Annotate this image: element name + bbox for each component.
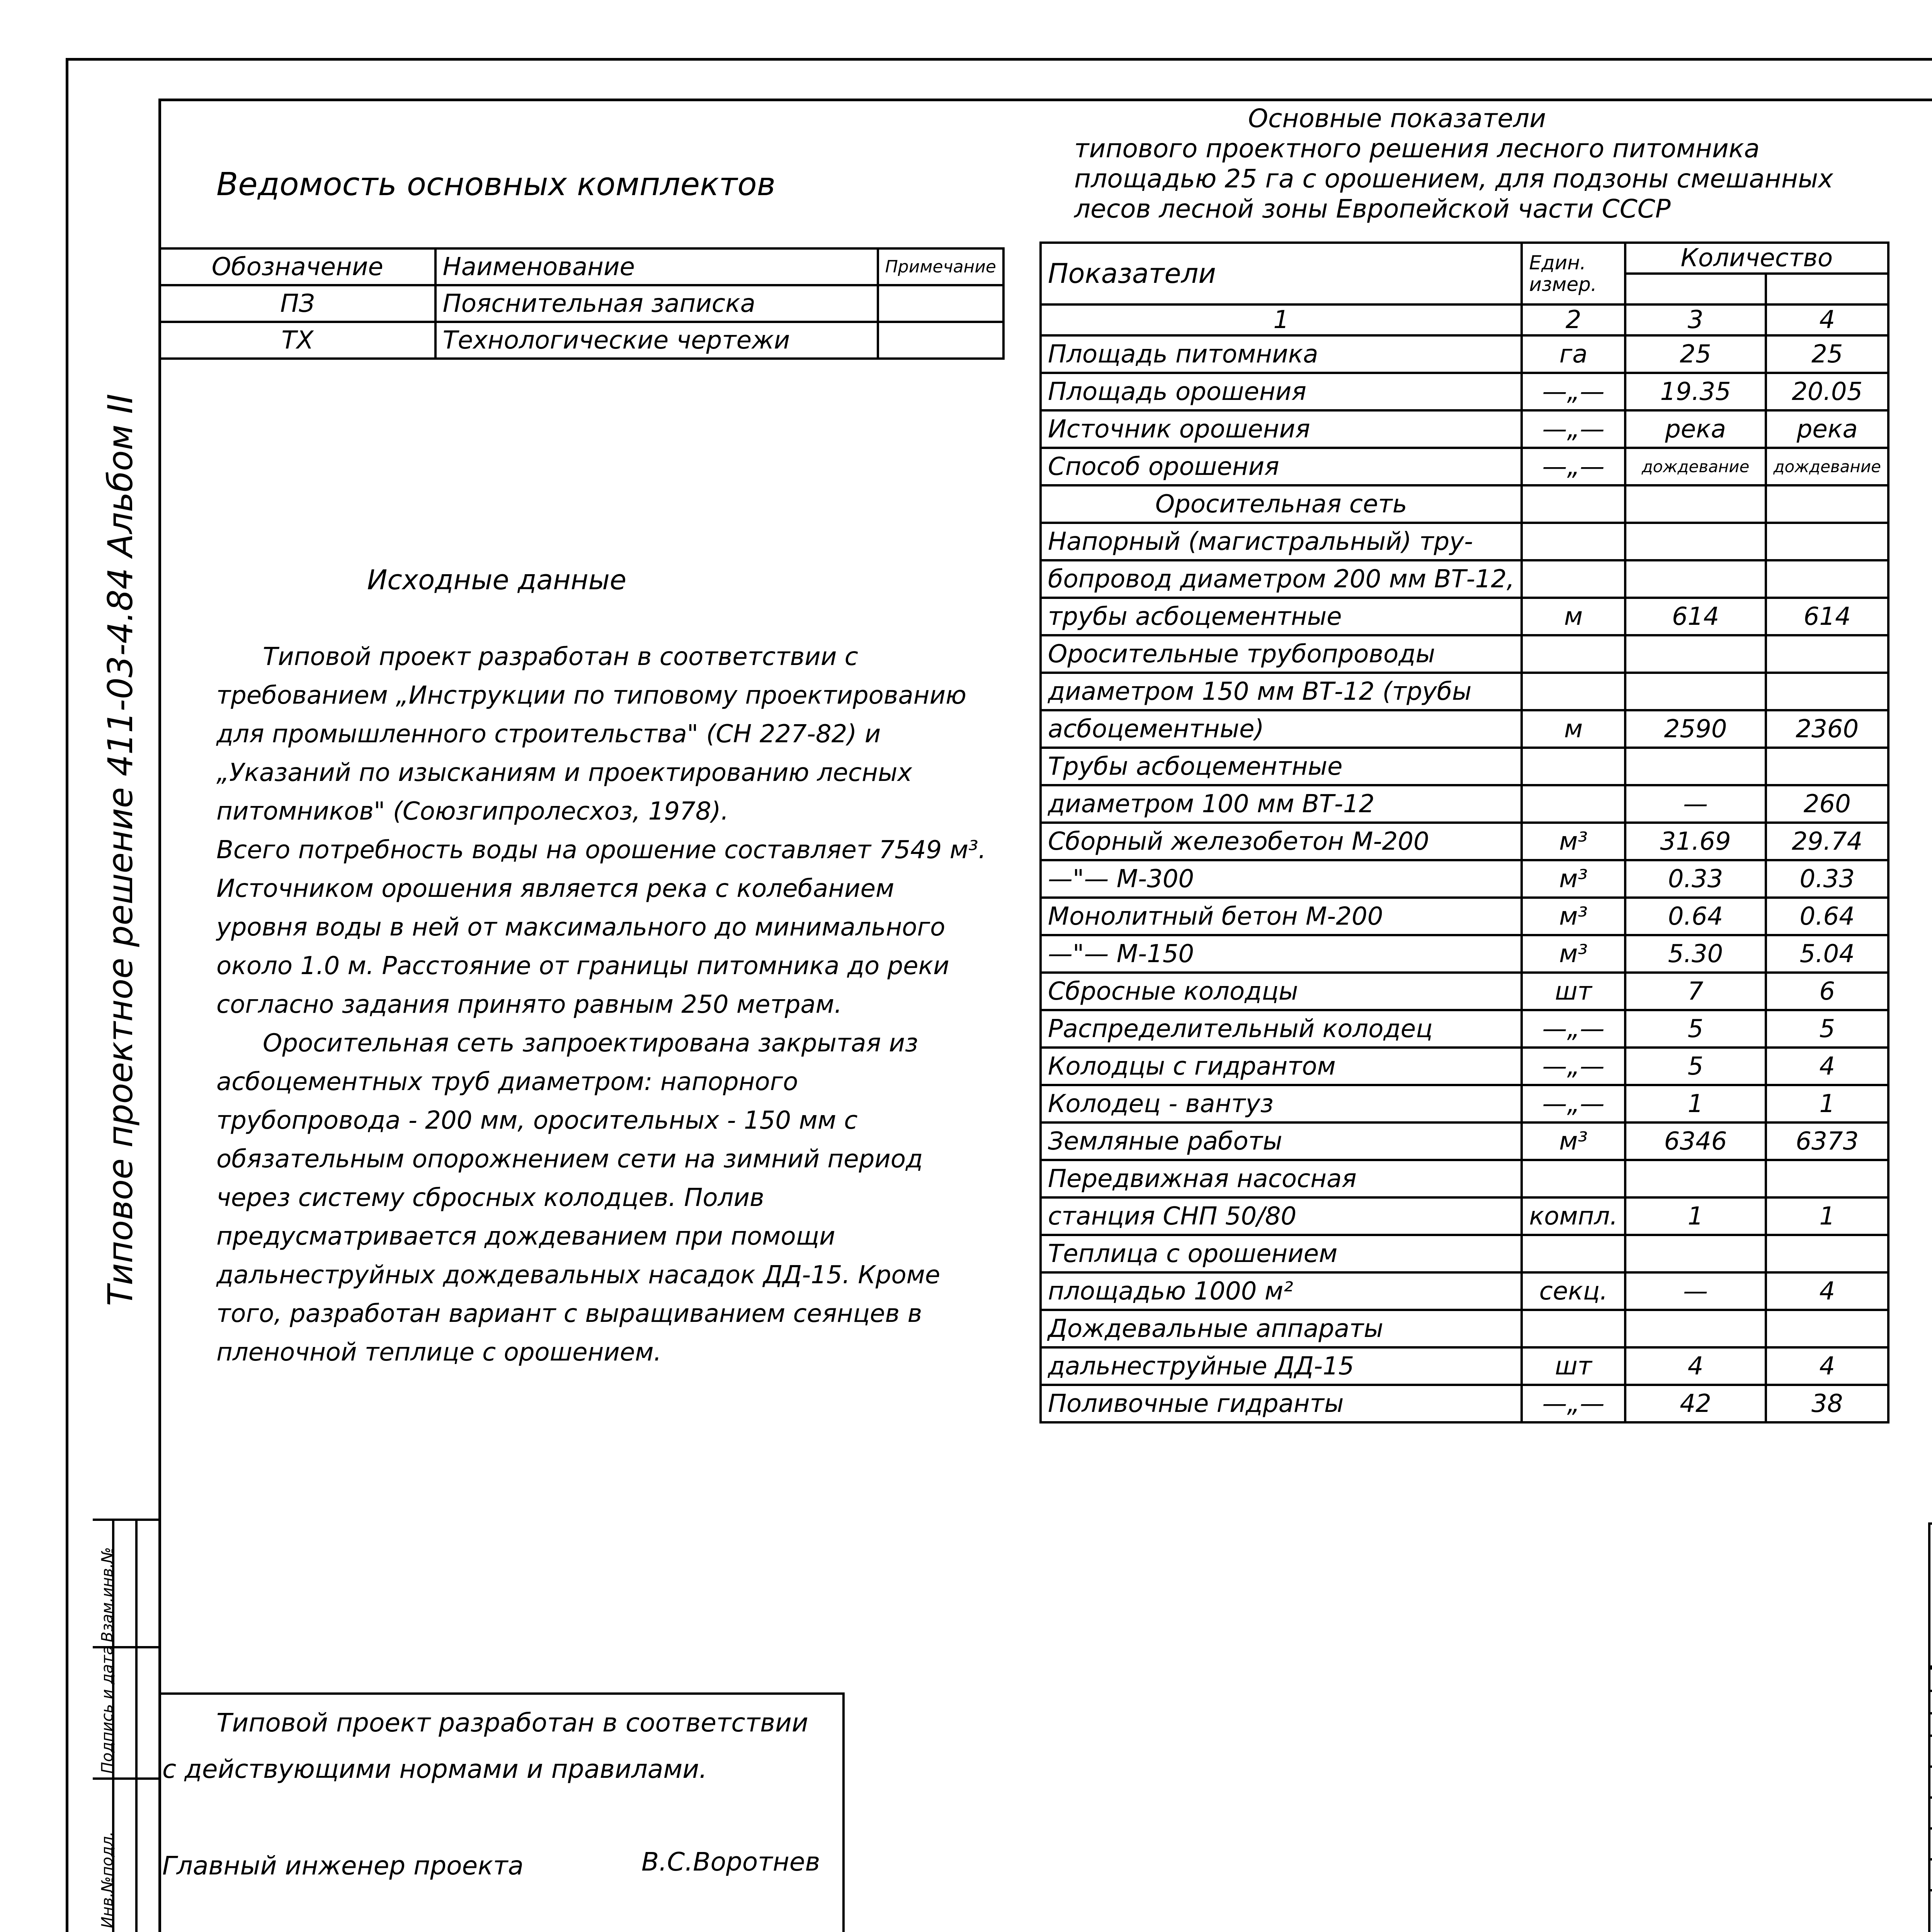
signature-role: [1929, 1767, 1932, 1798]
indicator-value-4: 29.74: [1766, 823, 1888, 860]
indicator-value-4: 2360: [1766, 710, 1888, 748]
table-row: [1041, 710, 1888, 748]
indicator-unit: —„—: [1522, 1085, 1625, 1122]
indicator-unit: —„—: [1522, 1385, 1625, 1422]
indicator-unit: м: [1522, 710, 1625, 748]
initial-paragraph-1: Типовой проект разработан в соответствии с требованием „Инструкции по типовому проектированию для промышленного строительства" (СН 227-82) и „Указаний по изысканиям и проектированию лесных питомников" (Союзгипролесхоз, 1978).: [216, 643, 967, 826]
indicator-value-3: 7: [1625, 973, 1766, 1010]
table-row: [1041, 748, 1888, 785]
table-row: [1041, 1085, 1888, 1122]
indicator-name: Источник орошения: [1041, 410, 1522, 448]
indicator-value-3: [1625, 523, 1766, 560]
indicator-name: Оросительные трубопроводы: [1041, 635, 1522, 673]
indicator-unit: [1522, 748, 1625, 785]
table-row: [1041, 1010, 1888, 1048]
indicator-unit: м³: [1522, 823, 1625, 860]
complects-title: Ведомость основных комплектов: [216, 166, 776, 203]
signature-name: В.С.Воротнев: [641, 1847, 820, 1877]
indicator-name: Колодцы с гидрантом: [1041, 1048, 1522, 1085]
table-row: [1041, 448, 1888, 485]
indicator-name: —"— М-150: [1041, 935, 1522, 973]
indicator-unit: [1522, 523, 1625, 560]
side-label: Типовое проектное решение 411-03-4.84 Альбом II: [100, 394, 140, 1306]
indicator-unit: шт: [1522, 1347, 1625, 1385]
table-row: [1041, 635, 1888, 673]
table-row: [1041, 860, 1888, 898]
side-stamp-label-1: Инв.№подл.: [99, 1831, 116, 1928]
indicator-value-3: 6346: [1625, 1122, 1766, 1160]
table-row: [1041, 523, 1888, 560]
indicator-value-3: 5: [1625, 1010, 1766, 1048]
table-row: [1041, 1048, 1888, 1085]
indicator-unit: —„—: [1522, 1010, 1625, 1048]
indicator-value-4: 4: [1766, 1272, 1888, 1310]
indicator-value-4: 1: [1766, 1197, 1888, 1235]
indicator-value-3: 2590: [1625, 710, 1766, 748]
indicator-unit: м³: [1522, 860, 1625, 898]
indicator-unit: шт: [1522, 973, 1625, 1010]
table-row: [1041, 673, 1888, 710]
indicator-unit: [1522, 1235, 1625, 1272]
indicator-name: Площадь орошения: [1041, 373, 1522, 410]
indicator-value-4: 1: [1766, 1085, 1888, 1122]
indicator-value-3: река: [1625, 410, 1766, 448]
indicator-name: Напорный (магистральный) тру-: [1041, 523, 1522, 560]
indicator-value-4: река: [1766, 410, 1888, 448]
indicator-value-4: 6373: [1766, 1122, 1888, 1160]
signature-role: [1929, 1736, 1932, 1767]
indicator-name: Сбросные колодцы: [1041, 973, 1522, 1010]
indicator-unit: секц.: [1522, 1272, 1625, 1310]
indicator-name: бопровод диаметром 200 мм ВТ-12,: [1041, 560, 1522, 598]
indicator-name: Монолитный бетон М-200: [1041, 898, 1522, 935]
table-row: [160, 285, 1003, 322]
indicator-value-4: [1766, 748, 1888, 785]
side-stamp-mid2: [93, 1777, 158, 1780]
indicator-value-4: [1766, 485, 1888, 523]
indicator-value-4: 0.64: [1766, 898, 1888, 935]
initial-paragraph-2: Всего потребность воды на орошение составляет 7549 м³. Источником орошения является река с колебанием уровня воды в ней от максимального до минимального около 1.0 м. Расстояние от границы питомника до реки согласно задания принято равным 250 метрам.: [216, 836, 986, 1019]
table-row: [1041, 823, 1888, 860]
indicator-unit: га: [1522, 335, 1625, 373]
indicator-name: —"— М-300: [1041, 860, 1522, 898]
table-row: [1041, 1197, 1888, 1235]
indicator-name: Распределительный колодец: [1041, 1010, 1522, 1048]
signature-row: [1929, 1767, 1932, 1798]
complects-note: [878, 285, 1003, 322]
table-row: [1041, 1347, 1888, 1385]
indicator-value-4: [1766, 1235, 1888, 1272]
indicator-value-3: [1625, 485, 1766, 523]
indicator-unit: —„—: [1522, 373, 1625, 410]
indicator-unit: —„—: [1522, 1048, 1625, 1085]
indicator-value-3: [1625, 1310, 1766, 1347]
indicator-value-3: 19.35: [1625, 373, 1766, 410]
table-row: [1041, 935, 1888, 973]
indicator-value-3: 42: [1625, 1385, 1766, 1422]
indicator-name: Земляные работы: [1041, 1122, 1522, 1160]
indicator-name: Способ орошения: [1041, 448, 1522, 485]
indicator-unit: [1522, 635, 1625, 673]
indicator-value-3: 0.33: [1625, 860, 1766, 898]
indicator-value-4: [1766, 635, 1888, 673]
indicator-name: Передвижная насосная: [1041, 1160, 1522, 1197]
table-row: [1041, 1122, 1888, 1160]
indicators-header-name: Показатели: [1041, 243, 1522, 304]
indicator-unit: [1522, 560, 1625, 598]
complects-header-note: Примечание: [878, 248, 1003, 285]
indicator-value-3: —: [1625, 785, 1766, 823]
indicator-value-4: 6: [1766, 973, 1888, 1010]
indicator-value-3: —: [1625, 1272, 1766, 1310]
initial-data-title: Исходные данные: [367, 564, 627, 596]
indicator-unit: м: [1522, 598, 1625, 635]
indicator-name: Площадь питомника: [1041, 335, 1522, 373]
indicators-header-unit: Един. измер.: [1522, 243, 1625, 304]
note-box-top: [158, 1692, 845, 1695]
indicator-value-4: 0.33: [1766, 860, 1888, 898]
table-row: [1041, 410, 1888, 448]
indicators-title-line-2: типового проектного решения лесного питомника: [1074, 134, 1760, 163]
indicator-value-4: [1766, 1160, 1888, 1197]
side-stamp-label-2: Подпись и дата: [99, 1645, 116, 1774]
indicator-value-4: 5.04: [1766, 935, 1888, 973]
indicator-value-4: [1766, 523, 1888, 560]
indicator-value-3: 25: [1625, 335, 1766, 373]
indicators-title-line-4: лесов лесной зоны Европейской части СССР: [1074, 194, 1671, 224]
indicator-value-4: 5: [1766, 1010, 1888, 1048]
indicator-value-4: 25: [1766, 335, 1888, 373]
initial-paragraph-3: Оросительная сеть запроектирована закрытая из асбоцементных труб диаметром: напорного трубопровода - 200 мм, оросительных - 150 мм с обязательным опорожнением сети на зимний период через систему сбросных колодцев. Полив предусматривается дождеванием при помощи дальнеструйных дождевальных насадок ДД-15. Кроме того, разработан вариант с выращиванием сеянцев в пленочной теплице с орошением.: [216, 1029, 940, 1367]
signatures-table: [1928, 1667, 1932, 1891]
complects-table: [158, 247, 1005, 360]
side-stamp-label-3: Взам.инв.№: [99, 1547, 116, 1642]
indicators-header-qty: Количество: [1625, 243, 1888, 274]
indicator-value-4: 4: [1766, 1347, 1888, 1385]
indicator-name: Теплица с орошением: [1041, 1235, 1522, 1272]
indicators-title: [1074, 104, 1833, 224]
indicators-title-line-3: площадью 25 га с орошением, для подзоны смешанных: [1074, 164, 1833, 194]
indicator-value-3: [1625, 635, 1766, 673]
indicator-value-4: [1766, 673, 1888, 710]
table-row: [1041, 373, 1888, 410]
indicator-value-4: 4: [1766, 1048, 1888, 1085]
indicator-name: дальнеструйные ДД-15: [1041, 1347, 1522, 1385]
indicator-value-3: [1625, 1160, 1766, 1197]
indicator-value-3: 5: [1625, 1048, 1766, 1085]
table-row: [1041, 898, 1888, 935]
table-row: [160, 322, 1003, 359]
indicator-name: диаметром 100 мм ВТ-12: [1041, 785, 1522, 823]
indicator-name: площадью 1000 м²: [1041, 1272, 1522, 1310]
complects-code: ТХ: [160, 322, 435, 359]
complects-name: Пояснительная записка: [435, 285, 878, 322]
indicator-value-4: 20.05: [1766, 373, 1888, 410]
indicator-value-3: 1: [1625, 1197, 1766, 1235]
table-row: [1041, 335, 1888, 373]
indicator-value-4: 38: [1766, 1385, 1888, 1422]
signature-role: [1929, 1798, 1932, 1828]
indicator-name: Оросительная сеть: [1041, 485, 1522, 523]
indicator-unit: компл.: [1522, 1197, 1625, 1235]
indicator-name: Поливочные гидранты: [1041, 1385, 1522, 1422]
table-row: [1041, 1310, 1888, 1347]
indicator-name: Дождевальные аппараты: [1041, 1310, 1522, 1347]
side-stamp-divider-2: [135, 1519, 138, 1932]
complects-header-code: Обозначение: [160, 248, 435, 285]
indicator-value-3: 0.64: [1625, 898, 1766, 935]
table-row: [1041, 785, 1888, 823]
indicators-table: [1039, 242, 1889, 1423]
indicator-name: Сборный железобетон М-200: [1041, 823, 1522, 860]
indicator-name: трубы асбоцементные: [1041, 598, 1522, 635]
indicator-value-3: [1625, 673, 1766, 710]
indicator-value-3: [1625, 1235, 1766, 1272]
indicator-unit: [1522, 1310, 1625, 1347]
indicator-value-3: дождевание: [1625, 448, 1766, 485]
indicator-name: Трубы асбоцементные: [1041, 748, 1522, 785]
indicator-unit: [1522, 1160, 1625, 1197]
table-row: [1041, 1272, 1888, 1310]
indicator-value-3: 31.69: [1625, 823, 1766, 860]
signature-row: [1929, 1798, 1932, 1828]
indicator-unit: м³: [1522, 898, 1625, 935]
complects-name: Технологические чертежи: [435, 322, 878, 359]
indicator-unit: —„—: [1522, 410, 1625, 448]
indicator-name: станция СНП 50/80: [1041, 1197, 1522, 1235]
note-line-1: Типовой проект разработан в соответствии: [216, 1708, 808, 1738]
indicator-name: асбоцементные): [1041, 710, 1522, 748]
col-number: 1: [1041, 304, 1522, 335]
table-row: [1041, 485, 1888, 523]
table-row: [1041, 1160, 1888, 1197]
indicator-unit: [1522, 785, 1625, 823]
indicator-unit: —„—: [1522, 448, 1625, 485]
indicator-value-4: [1766, 1310, 1888, 1347]
indicator-value-4: 614: [1766, 598, 1888, 635]
indicator-value-3: [1625, 748, 1766, 785]
indicators-title-line-1: Основные показатели: [1248, 104, 1546, 133]
col-number: 4: [1766, 304, 1888, 335]
indicator-unit: [1522, 485, 1625, 523]
side-stamp-top: [93, 1519, 158, 1521]
indicator-value-3: 1: [1625, 1085, 1766, 1122]
indicator-value-4: 260: [1766, 785, 1888, 823]
indicator-value-3: [1625, 560, 1766, 598]
note-line-2: с действующими нормами и правилами.: [162, 1754, 707, 1784]
indicator-unit: м³: [1522, 935, 1625, 973]
col-number: 2: [1522, 304, 1625, 335]
indicator-name: диаметром 150 мм ВТ-12 (трубы: [1041, 673, 1522, 710]
indicator-value-3: 614: [1625, 598, 1766, 635]
signature-row: [1929, 1828, 1932, 1859]
signature-label: Главный инженер проекта: [162, 1851, 524, 1881]
table-row: [1041, 1235, 1888, 1272]
indicator-value-3: 4: [1625, 1347, 1766, 1385]
signature-role: [1929, 1859, 1932, 1890]
initial-data-text: [216, 638, 989, 1372]
signature-role: [1929, 1828, 1932, 1859]
complects-note: [878, 322, 1003, 359]
indicator-unit: [1522, 673, 1625, 710]
table-row: [1041, 1385, 1888, 1422]
indicator-value-3: 5.30: [1625, 935, 1766, 973]
indicator-value-4: дождевание: [1766, 448, 1888, 485]
note-box-right: [842, 1692, 845, 1932]
table-row: [1041, 598, 1888, 635]
title-block: [1928, 1522, 1932, 1932]
complects-header-name: Наименование: [435, 248, 878, 285]
table-row: [1041, 560, 1888, 598]
signature-row: [1929, 1736, 1932, 1767]
signature-row: [1929, 1859, 1932, 1890]
indicator-value-4: [1766, 560, 1888, 598]
table-row: [1041, 973, 1888, 1010]
indicator-unit: м³: [1522, 1122, 1625, 1160]
complects-code: ПЗ: [160, 285, 435, 322]
indicator-name: Колодец - вантуз: [1041, 1085, 1522, 1122]
col-number: 3: [1625, 304, 1766, 335]
